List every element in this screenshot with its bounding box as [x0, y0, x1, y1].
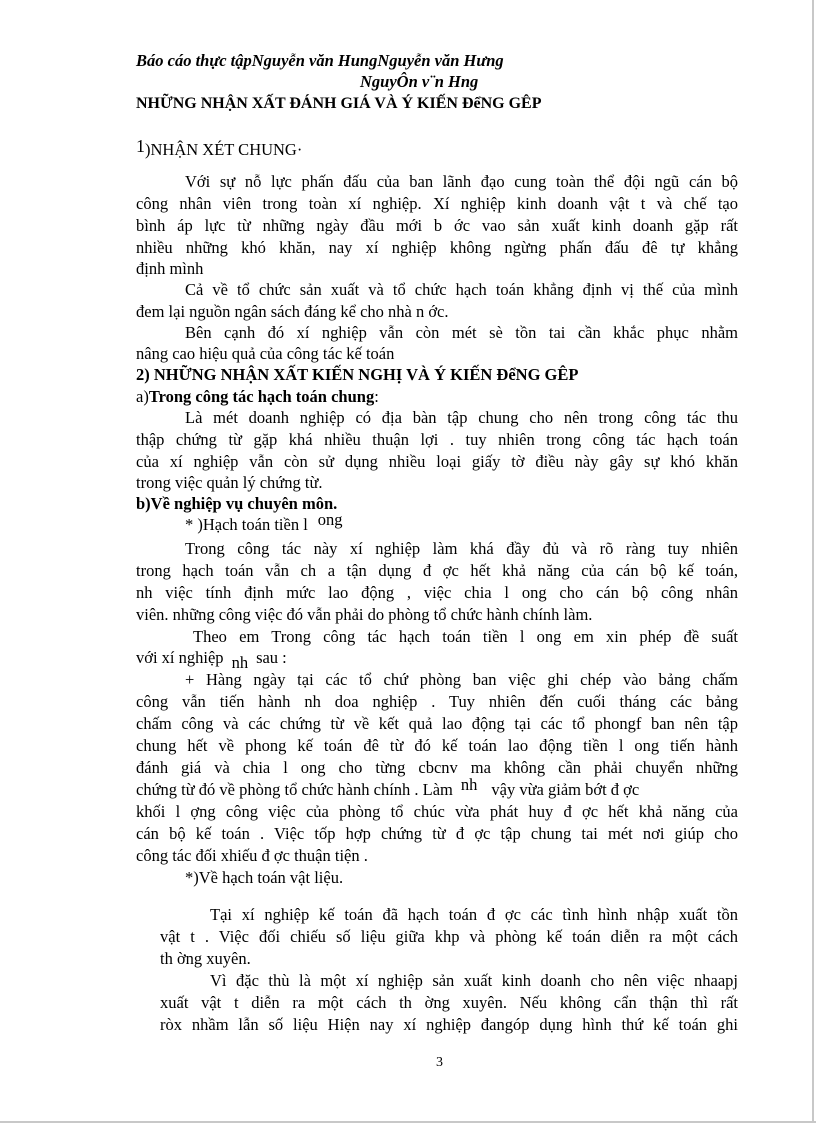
b1-p2-line2-a: với xí nghiệp: [136, 648, 224, 667]
b1-line1: Trong công tác này xí nghiệp làm khá đầy đủ và rõ ràng tuy nhiên: [185, 539, 738, 558]
s1-p3-line1: Bên cạnh đó xí nghiệp vẫn còn mét sè tồn tai cần khắc phục nhằm: [185, 323, 738, 342]
b1-p3-line2: công vẫn tiến hành nh doa nghiệp . Tuy nhiên đến cuối tháng các bảng: [136, 692, 738, 711]
page-edge-right: [812, 0, 814, 1123]
b1-p2-line1: Theo em Trong công tác hạch toán tiền l ong em xin phép đề suất: [193, 627, 738, 646]
s2a-line4: trong việc quản lý chứng từ.: [136, 473, 323, 492]
section-1-heading: [136, 136, 303, 160]
b1-p3-line6-nh: nh: [460, 775, 478, 794]
b1-p3-line9: công tác đối xhiếu đ ợc thuận tiện .: [136, 846, 368, 865]
s1-p1-line2: công nhân viên trong toàn xí nghiệp. Xí nghiệp kinh doanh vật t và chế tạo: [136, 194, 738, 213]
s2a-line3: của xí nghiệp vẫn còn sử dụng nhiều loại giấy tờ điều này gây sự khó khăn: [136, 452, 738, 471]
b2-line3: th ờng xuyên.: [160, 949, 251, 968]
document-header-line1: Báo cáo thực tậpNguyễn văn HungNguyễn văn Hưng: [136, 51, 504, 70]
page-title: NHỮNG NHẬN XẤT ĐÁNH GIÁ VÀ Ý KIẾN ĐểNG GÊP: [136, 95, 542, 112]
s1-p2-line2: đem lại nguồn ngân sách đáng kể cho nhà n ớc.: [136, 302, 449, 321]
document-header-line2: NguyÔn v¨n Hng: [360, 72, 479, 91]
b1-heading-ong: ong: [317, 510, 343, 529]
b2-p2-line2: xuất vật t diễn ra một cách th ờng xuyên. Nếu không cẩn thận thì rất: [160, 993, 738, 1012]
b1-heading: [185, 510, 343, 535]
section-1-heading-text: )NHẬN XÉT CHUNG·: [145, 140, 303, 159]
b1-line2: trong hạch toán vẫn ch a tận dụng đ ợc hết khả năng của cán bộ kế toán,: [136, 561, 738, 580]
section-2-heading: 2) NHỮNG NHẬN XẤT KIẾN NGHỊ VÀ Ý KIẾN ĐểNG GÊP: [136, 365, 579, 384]
s1-p1-line3: bình áp lực từ những ngày đầu mới b ớc vao sản xuất kinh doanh gặp rất: [136, 216, 738, 235]
b1-p3-line6-a: chứng từ đó về phòng tổ chức hành chính . Làm: [136, 780, 453, 799]
b1-p2-line2: [136, 648, 287, 672]
b2-p2-line1: Vì đặc thù là một xí nghiệp sản xuất kinh doanh cho nên việc nhaapj: [210, 971, 738, 990]
subsection-a-colon: :: [374, 387, 379, 406]
b1-heading-text: * )Hạch toán tiền l: [185, 515, 308, 534]
b1-p3-line6: [136, 775, 640, 800]
b1-line3: nh việc tính định mức lao động , việc chia l ong cho cán bộ công nhân: [136, 583, 738, 602]
b2-line2: vật t . Việc đối chiếu số liệu giữa khp và phòng kế toán diễn ra một cách: [160, 927, 738, 946]
subsection-a-prefix: a): [136, 387, 149, 406]
section-1-number: 1: [136, 136, 145, 156]
b1-p3-line8: cán bộ kế toán . Việc tốp hợp chứng từ đ ợc tập chung tai mét nơi giúp cho: [136, 824, 738, 843]
s1-p2-line1: Cả về tổ chức sản xuất và tổ chức hạch toán khẳng định vị thế của mình: [185, 280, 738, 299]
b1-p3-line4: chung hết về phong kế toán đê từ đó kế toán lao động tiền l ong tiến hành: [136, 736, 738, 755]
b1-p2-line2-nh: nh: [231, 653, 249, 672]
s1-p1-line5: định mình: [136, 259, 204, 278]
b2-p2-line3: ròx nhầm lẫn số liệu Hiện nay xí nghiệp đangóp dụng hình thứ kế toán ghi: [160, 1015, 738, 1034]
s2a-line1: Là mét doanh nghiệp có địa bàn tập chung cho nên trong công tác thu: [185, 408, 738, 427]
subsection-a-title: Trong công tác hạch toán chung: [148, 387, 375, 406]
s2a-line2: thập chứng từ gặp khá nhiều thuận lợi . tuy nhiên trong công tác hạch toán: [136, 430, 738, 449]
b1-p3-line5: đánh giá và chia l ong cho từng cbcnv ma không cần phải chuyển những: [136, 758, 738, 777]
s1-p1-line1: Với sự nỗ lực phấn đấu của ban lãnh đạo cung toàn thể đội ngũ cán bộ: [185, 172, 738, 191]
subsection-a-heading: [136, 387, 379, 407]
b2-heading: *)Về hạch toán vật liệu.: [185, 868, 344, 887]
b1-p2-line2-c: sau :: [256, 648, 287, 667]
b1-p3-line1: + Hàng ngày tại các tổ chứ phòng ban việc ghi chép vào bảng chấm: [185, 670, 738, 689]
b2-line1: Tại xí nghiệp kế toán đã hạch toán đ ợc các tình hình nhập xuất tồn: [210, 905, 738, 924]
s1-p3-line2: nâng cao hiệu quả của công tác kế toán: [136, 344, 395, 363]
subsection-b-heading: b)Về nghiệp vụ chuyên môn.: [136, 494, 338, 513]
b1-p3-line7: khối l ợng công việc của phòng tổ chúc vừa phát huy đ ợc hết khả năng của: [136, 802, 738, 821]
b1-p3-line6-c: vậy vừa giảm bớt đ ợc: [491, 780, 640, 799]
b1-line4: viên. những công việc đó vẫn phải do phòng tổ chức hành chính làm.: [136, 605, 593, 624]
s1-p1-line4: nhiều những khó khăn, nay xí nghiệp không ngừng phấn đấu đê tự khẳng: [136, 238, 738, 257]
b1-p3-line3: chấm công và các chứng từ về kết quả lao động tại các tổ phongf ban nên tập: [136, 714, 738, 733]
page-number: 3: [436, 1055, 443, 1070]
